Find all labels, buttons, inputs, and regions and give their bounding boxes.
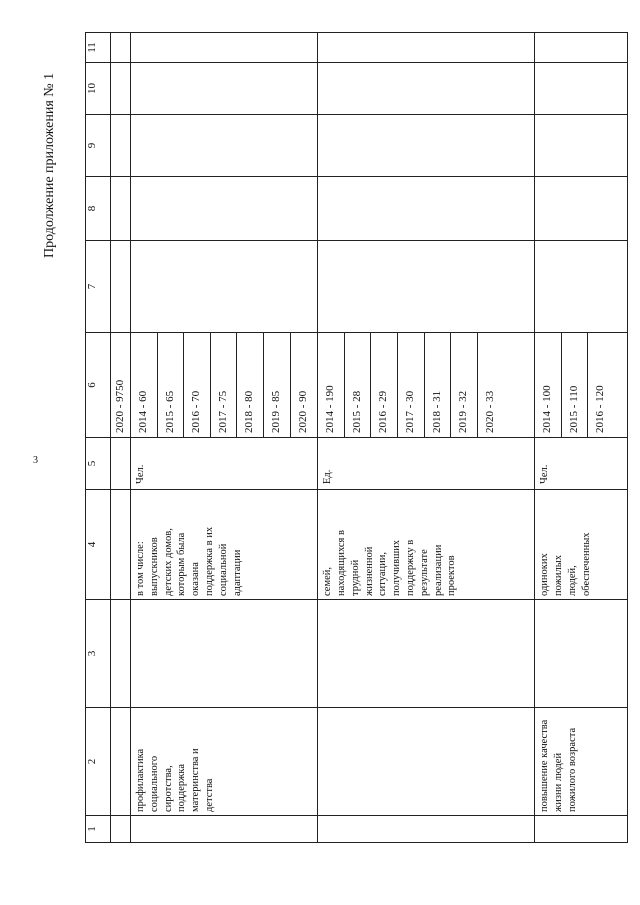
goal-cell: профилактика социального сиротства, поддержка материнства и детства — [131, 708, 318, 816]
unit-cell: Ед. — [318, 438, 535, 490]
column-number: 5 — [86, 438, 111, 490]
year-value: 2015 - 110 — [562, 333, 589, 437]
year-value: 2020 - 90 — [296, 390, 309, 433]
total-value: 2020 - 9750 — [114, 379, 126, 433]
year-value: 2014 - 190 — [318, 333, 345, 437]
year-value: 2016 - 70 — [184, 333, 211, 437]
values-cell — [318, 333, 535, 438]
year-value: 2019 - 85 — [264, 333, 291, 437]
year-value: 2017 - 30 — [398, 333, 425, 437]
column-number: 2 — [86, 708, 111, 816]
column-number-row — [86, 33, 111, 843]
column-number: 8 — [86, 177, 111, 241]
year-value: 2016 - 29 — [371, 333, 398, 437]
year-value: 2015 - 65 — [158, 333, 185, 437]
goal-cell: повышение качества жизни людей пожилого возраста — [535, 708, 628, 816]
values-cell — [131, 333, 318, 438]
table-row — [318, 33, 535, 843]
total-row — [111, 33, 131, 843]
table-row — [535, 33, 628, 843]
unit-cell: Чел. — [535, 438, 628, 490]
column-number: 1 — [86, 816, 111, 843]
year-value: 2017 - 75 — [211, 333, 238, 437]
indicator-cell: в том числе: выпускников детских домов, которым была оказана поддержка в их социальной адаптации — [131, 490, 318, 600]
column-number: 4 — [86, 490, 111, 600]
year-value: 2014 - 100 — [535, 333, 562, 437]
column-number: 7 — [86, 241, 111, 333]
column-number: 9 — [86, 115, 111, 177]
year-value: 2014 - 60 — [131, 333, 158, 437]
unit-cell: Чел. — [131, 438, 318, 490]
year-value: 2016 - 120 — [594, 385, 607, 433]
appendix-table — [85, 32, 628, 843]
year-value: 2020 - 33 — [483, 390, 496, 433]
indicator-cell: одиноких пожилых людей, обеспеченных — [535, 490, 628, 600]
year-value: 2019 - 32 — [451, 333, 478, 437]
year-value: 2018 - 80 — [237, 333, 264, 437]
rotated-table-sheet — [42, 33, 607, 843]
appendix-heading: Продолжение приложения № 1 — [42, 72, 57, 258]
page-number: 3 — [33, 455, 38, 466]
column-number: 3 — [86, 600, 111, 708]
column-number: 10 — [86, 63, 111, 115]
column-number: 6 — [86, 333, 111, 438]
indicator-cell: семей, находящихся в трудной жизненной ситуации, получивших поддержку в результате реализации проектов — [318, 490, 535, 600]
table-row — [131, 33, 318, 843]
values-cell — [535, 333, 628, 438]
year-value: 2018 - 31 — [425, 333, 452, 437]
year-value: 2015 - 28 — [345, 333, 372, 437]
column-number: 11 — [86, 33, 111, 63]
